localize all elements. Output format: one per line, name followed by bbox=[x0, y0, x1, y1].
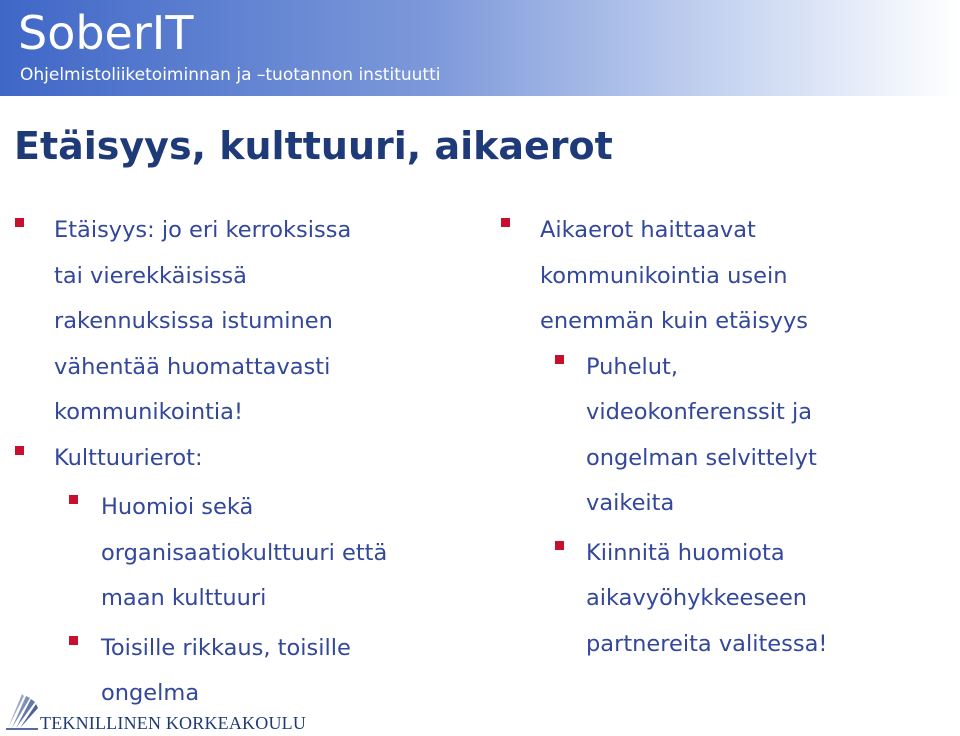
text-line: vähentää huomattavasti bbox=[54, 353, 331, 380]
text-line: Toisille rikkaus, toisille bbox=[101, 634, 351, 661]
text-line: Aikaerot haittaavat bbox=[540, 217, 756, 243]
sub-bullet-item-organization bbox=[14, 485, 484, 622]
text-line: kommunikointia usein bbox=[540, 262, 788, 289]
text-line: Puhelut, bbox=[586, 353, 679, 380]
text-line: partnereita valitessa! bbox=[586, 630, 828, 657]
square-bullet-icon bbox=[69, 636, 78, 645]
institution-name: TEKNILLINEN KORKEAKOULU bbox=[40, 713, 307, 733]
text-line: Etäisyys: jo eri kerroksissa bbox=[54, 217, 352, 243]
square-bullet-icon bbox=[15, 218, 24, 227]
text-line: Kiinnitä huomiota bbox=[586, 539, 785, 566]
text-line: tai vierekkäisissä bbox=[54, 262, 247, 289]
square-bullet-icon bbox=[69, 495, 78, 504]
sub-bullet-item-attention bbox=[500, 531, 955, 668]
university-logo-icon bbox=[4, 690, 40, 730]
left-column bbox=[14, 208, 484, 717]
header-banner bbox=[0, 0, 960, 96]
slide-title: Etäisyys, kulttuuri, aikaerot bbox=[14, 124, 613, 168]
text-line: videokonferenssit ja bbox=[586, 399, 813, 425]
text-line: aikavyöhykkeeseen bbox=[586, 585, 808, 611]
text-line: enemmän kuin etäisyys bbox=[540, 308, 809, 334]
brand-name: SoberIT bbox=[18, 6, 194, 60]
sub-bullet-item-calls bbox=[500, 345, 955, 527]
text-line: maan kulttuuri bbox=[101, 585, 267, 611]
text-line: Kulttuurierot: bbox=[54, 444, 203, 471]
right-column bbox=[500, 208, 955, 667]
text-line: ongelman selvittelyt bbox=[586, 444, 817, 471]
square-bullet-icon bbox=[15, 446, 24, 455]
square-bullet-icon bbox=[555, 355, 564, 364]
text-line: rakennuksissa istuminen bbox=[54, 308, 333, 334]
text-line: vaikeita bbox=[586, 490, 675, 516]
bullet-item-culture bbox=[14, 436, 484, 482]
text-line: Huomioi sekä bbox=[101, 494, 254, 520]
text-line: ongelma bbox=[101, 680, 200, 706]
square-bullet-icon bbox=[501, 218, 510, 227]
text-line: organisaatiokulttuuri että bbox=[101, 539, 388, 566]
text-line: kommunikointia! bbox=[54, 399, 243, 425]
sub-bullet-item-richness bbox=[14, 626, 484, 717]
bullet-item-distance bbox=[14, 208, 484, 436]
header-subtitle: Ohjelmistoliiketoiminnan ja –tuotannon instituutti bbox=[20, 65, 441, 85]
bullet-item-timezones bbox=[500, 208, 955, 345]
square-bullet-icon bbox=[555, 541, 564, 550]
